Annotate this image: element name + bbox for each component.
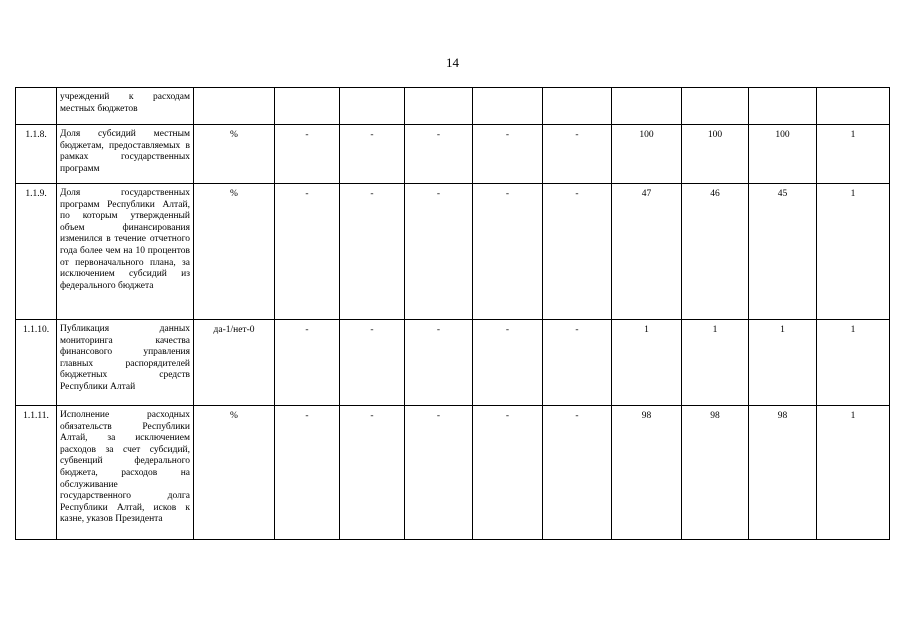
value-cell: 100: [612, 125, 682, 184]
table-row: [16, 88, 890, 125]
row-number: 1.1.9.: [16, 184, 57, 320]
value-cell: 1: [817, 184, 890, 320]
value-cell: 100: [749, 125, 817, 184]
unit-cell: да-1/нет-0: [194, 320, 275, 406]
value-cell: -: [473, 406, 543, 540]
value-cell: [682, 88, 749, 125]
value-cell: -: [340, 406, 405, 540]
value-cell: [340, 88, 405, 125]
value-cell: 1: [817, 320, 890, 406]
value-cell: -: [405, 320, 473, 406]
value-cell: 1: [749, 320, 817, 406]
value-cell: -: [473, 125, 543, 184]
indicator-name: Доля государственных программ Республики Алтай, по которым утвержденный объем финансирования изменился в течение отчетного года более чем на 10 процентов от первоначального плана, за исключением субсидий из федерального бюджета: [57, 184, 194, 320]
value-cell: [275, 88, 340, 125]
unit-cell: %: [194, 184, 275, 320]
value-cell: -: [275, 125, 340, 184]
value-cell: -: [275, 406, 340, 540]
value-cell: [543, 88, 612, 125]
value-cell: -: [543, 184, 612, 320]
value-cell: -: [340, 320, 405, 406]
value-cell: -: [275, 184, 340, 320]
value-cell: -: [340, 184, 405, 320]
unit-cell: %: [194, 125, 275, 184]
page-number: 14: [446, 55, 459, 70]
value-cell: -: [405, 184, 473, 320]
value-cell: 100: [682, 125, 749, 184]
value-cell: -: [340, 125, 405, 184]
indicator-name: Доля субсидий местным бюджетам, предоставляемых в рамках государственных программ: [57, 125, 194, 184]
value-cell: [612, 88, 682, 125]
value-cell: -: [543, 406, 612, 540]
value-cell: [817, 88, 890, 125]
indicators-table: [15, 87, 890, 540]
table-row: [16, 320, 890, 406]
value-cell: 1: [817, 125, 890, 184]
table-row: [16, 125, 890, 184]
row-number: 1.1.8.: [16, 125, 57, 184]
unit-cell: %: [194, 406, 275, 540]
value-cell: [405, 88, 473, 125]
value-cell: 47: [612, 184, 682, 320]
value-cell: -: [473, 320, 543, 406]
value-cell: [749, 88, 817, 125]
value-cell: 98: [749, 406, 817, 540]
row-number: [16, 88, 57, 125]
value-cell: 46: [682, 184, 749, 320]
value-cell: 1: [612, 320, 682, 406]
value-cell: -: [473, 184, 543, 320]
value-cell: 98: [612, 406, 682, 540]
value-cell: -: [275, 320, 340, 406]
value-cell: -: [405, 406, 473, 540]
value-cell: 1: [817, 406, 890, 540]
table-row: [16, 184, 890, 320]
indicator-name: Исполнение расходных обязательств Республики Алтай, за исключением расходов за счет субсидий, субвенций федерального бюджета, расходов на обслуживание государственного долга Республики Алтай, исков к казне, указов Президента: [57, 406, 194, 540]
row-number: 1.1.11.: [16, 406, 57, 540]
unit-cell: [194, 88, 275, 125]
value-cell: -: [405, 125, 473, 184]
indicator-name: учреждений к расходам местных бюджетов: [57, 88, 194, 125]
value-cell: 45: [749, 184, 817, 320]
row-number: 1.1.10.: [16, 320, 57, 406]
value-cell: 98: [682, 406, 749, 540]
table-row: [16, 406, 890, 540]
indicator-name: Публикация данных мониторинга качества финансового управления главных распорядителей бюджетных средств Республики Алтай: [57, 320, 194, 406]
value-cell: -: [543, 125, 612, 184]
value-cell: -: [543, 320, 612, 406]
value-cell: [473, 88, 543, 125]
value-cell: 1: [682, 320, 749, 406]
